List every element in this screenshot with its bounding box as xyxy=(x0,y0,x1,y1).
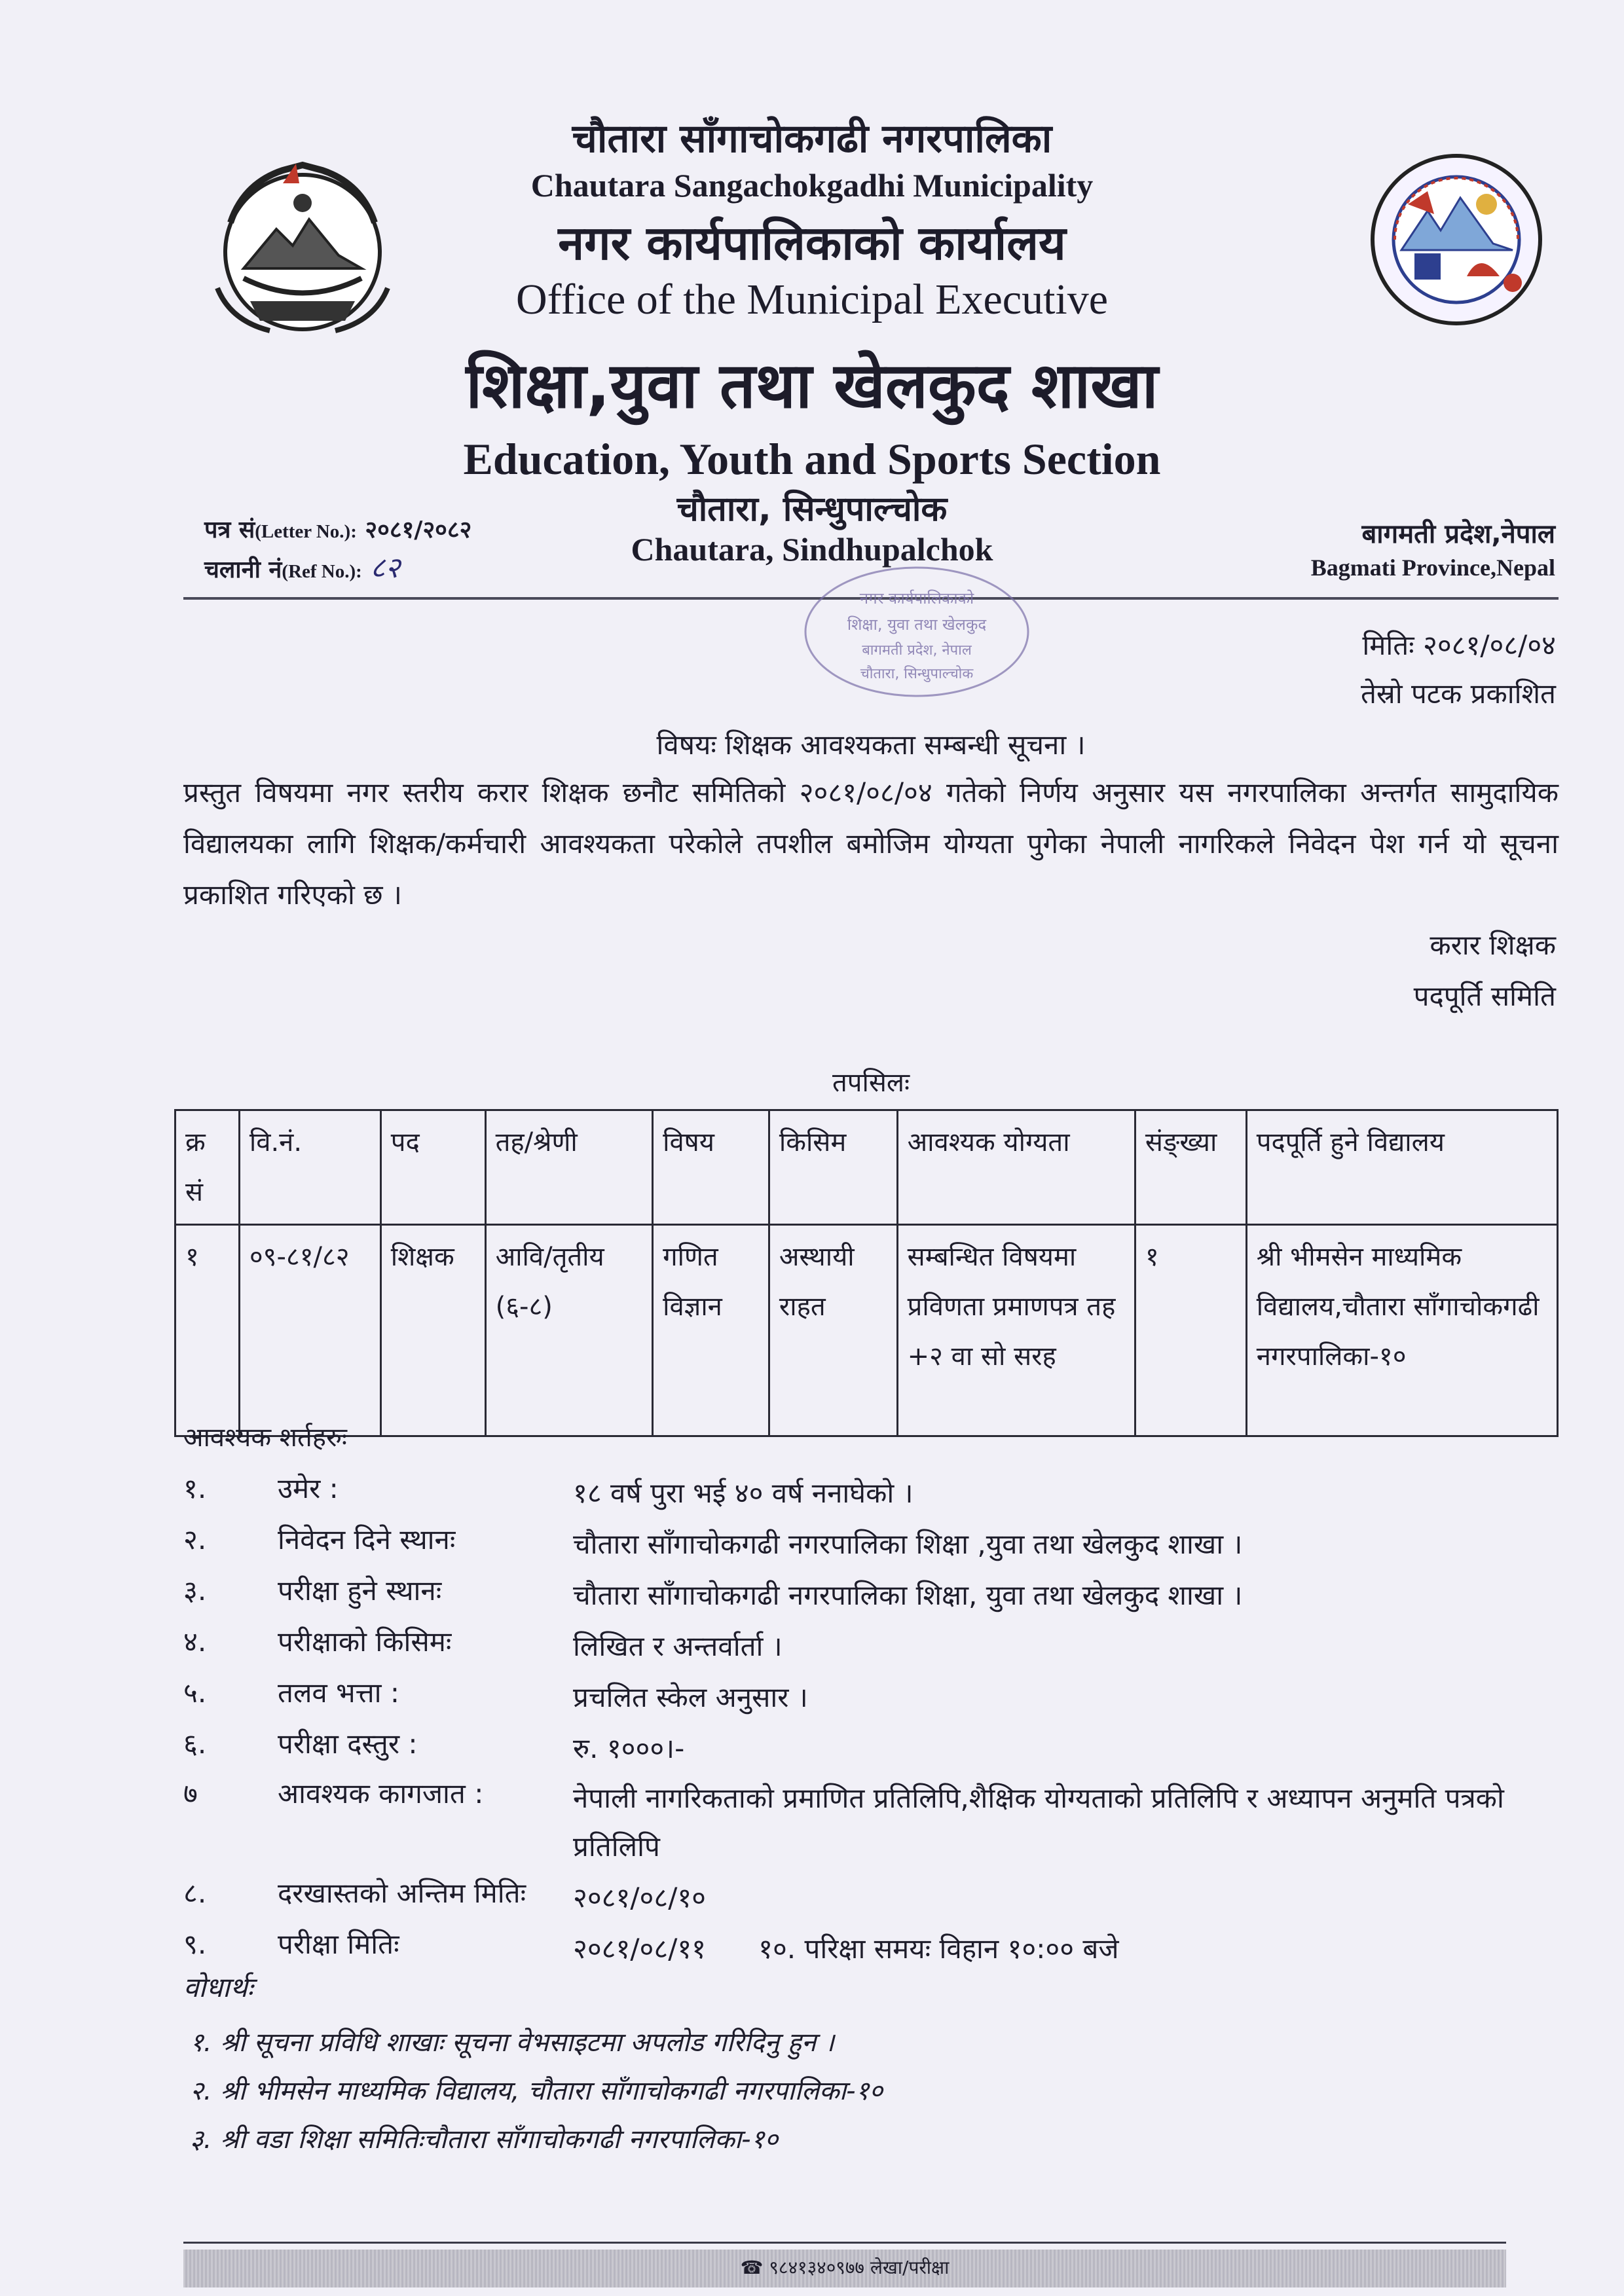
reference-block xyxy=(204,512,471,590)
stamp-line-3: बागमती प्रदेश, नेपाल xyxy=(862,642,972,659)
condition-number: ४. xyxy=(183,1626,207,1658)
condition-label: दरखास्तको अन्तिम मितिः xyxy=(278,1877,526,1909)
cell-school: श्री भीमसेन माध्यमिक विद्यालय,चौतारा साँगाचोकगढी नगरपालिका-१० xyxy=(1246,1225,1557,1436)
municipality-name-nepali: चौतारा साँगाचोकगढी नगरपालिका xyxy=(572,116,1052,162)
cell-level: आवि/तृतीय (६-८) xyxy=(485,1225,652,1436)
footer-contact: ☎ ९८४१३४०९७७ लेखा/परीक्षा xyxy=(740,2257,950,2278)
condition-item xyxy=(183,1673,1559,1724)
condition-value: २०८१/०८/१० xyxy=(573,1882,707,1914)
cell-count: १ xyxy=(1135,1225,1246,1436)
province-nepali: बागमती प्रदेश,नेपाल xyxy=(1361,519,1555,549)
condition-value: नेपाली नागरिकताको प्रमाणित प्रतिलिपि,शैक्षिक योग्यताको प्रतिलिपि र अध्यापन अनुमति पत्रको प्रतिलिपि xyxy=(573,1782,1504,1863)
cc-item: ३. श्री वडा शिक्षा समितिःचौतारा साँगाचोकगढी नगरपालिका-१० xyxy=(190,2124,779,2155)
conditions-title: आवश्यक शर्तहरुः xyxy=(183,1423,347,1453)
col-header-ad-number: वि.नं. xyxy=(239,1110,380,1225)
condition-number: ५. xyxy=(183,1677,207,1709)
condition-number: ६. xyxy=(183,1728,207,1760)
notice-date: मितिः २०८१/०८/०४ xyxy=(1362,629,1556,661)
cell-post: शिक्षक xyxy=(380,1225,485,1436)
municipality-logo-icon xyxy=(1369,152,1544,327)
condition-number: ३. xyxy=(183,1575,207,1607)
condition-number: २. xyxy=(183,1523,207,1556)
letter-number-label-en: (Letter No.): xyxy=(255,521,357,542)
table-header-row xyxy=(175,1110,1558,1225)
cell-serial: १ xyxy=(175,1225,240,1436)
condition-item xyxy=(183,1774,1559,1872)
ref-number-label-nep: चलानी नं xyxy=(204,556,282,583)
place-english: Chautara, Sindhupalchok xyxy=(631,531,993,568)
municipality-name-english: Chautara Sangachokgadhi Municipality xyxy=(530,167,1094,204)
stamp-line-4: चौतारा, सिन्धुपाल्चोक xyxy=(860,666,974,682)
col-header-school: पदपूर्ति हुने विद्यालय xyxy=(1246,1110,1557,1225)
office-name-nepali: नगर कार्यपालिकाको कार्यालय xyxy=(558,215,1066,270)
cell-qualification: सम्बन्धित विषयमा प्रविणता प्रमाणपत्र तह +२ वा सो सरह xyxy=(897,1225,1135,1436)
province-english: Bagmati Province,Nepal xyxy=(1310,555,1555,581)
cc-title: वोधार्थः xyxy=(183,1971,253,2003)
office-stamp xyxy=(799,563,1035,701)
col-header-qualification: आवश्यक योग्यता xyxy=(897,1110,1135,1225)
letter-number-line xyxy=(204,512,471,550)
condition-item xyxy=(183,1571,1559,1622)
condition-label: परीक्षा हुने स्थानः xyxy=(278,1575,442,1607)
ref-number-value: ८२ xyxy=(370,551,401,585)
signatory-line-1: करार शिक्षक xyxy=(1430,929,1556,961)
condition-value: प्रचलित स्केल अनुसार । xyxy=(573,1681,808,1713)
condition-item xyxy=(183,1622,1559,1673)
col-header-serial: क्र सं xyxy=(175,1110,240,1225)
condition-value: २०८१/०८/११ १०. परिक्षा समयः विहान १०:०० बजे xyxy=(573,1933,1119,1965)
col-header-type: किसिम xyxy=(769,1110,897,1225)
section-name-english: Education, Youth and Sports Section xyxy=(463,434,1161,484)
cell-ad-number: ०९-८१/८२ xyxy=(239,1225,380,1436)
cc-item: २. श्री भीमसेन माध्यमिक विद्यालय, चौतारा साँगाचोकगढी नगरपालिका-१० xyxy=(190,2076,883,2106)
col-header-subject: विषय xyxy=(653,1110,769,1225)
condition-number: १. xyxy=(183,1472,207,1504)
cell-subject: गणित विज्ञान xyxy=(653,1225,769,1436)
section-name-nepali: शिक्षा,युवा तथा खेलकुद शाखा xyxy=(466,349,1158,422)
notice-subject: विषयः शिक्षक आवश्यकता सम्बन्धी सूचना । xyxy=(656,729,1086,761)
table-row xyxy=(175,1225,1558,1436)
condition-label: निवेदन दिने स्थानः xyxy=(278,1523,456,1556)
signatory-line-2: पदपूर्ति समिति xyxy=(1413,980,1556,1012)
condition-label: परीक्षा दस्तुर : xyxy=(278,1728,418,1760)
condition-label: परीक्षा मितिः xyxy=(278,1928,399,1960)
cell-type: अस्थायी राहत xyxy=(769,1225,897,1436)
condition-value: रु. १०००।- xyxy=(573,1732,685,1764)
letter-number-value: २०८१/२०८२ xyxy=(365,517,472,543)
stamp-line-2: शिक्षा, युवा तथा खेलकुद xyxy=(847,615,987,634)
col-header-post: पद xyxy=(380,1110,485,1225)
condition-item xyxy=(183,1520,1559,1571)
condition-item xyxy=(183,1469,1559,1520)
footer-divider xyxy=(183,2242,1506,2244)
condition-number: ७ xyxy=(183,1777,198,1810)
nepal-emblem-icon xyxy=(204,157,401,347)
condition-label: परीक्षाको किसिमः xyxy=(278,1626,452,1658)
condition-value: चौतारा साँगाचोकगढी नगरपालिका शिक्षा, युवा तथा खेलकुद शाखा । xyxy=(573,1579,1243,1611)
stamp-line-1: नगर कार्यपालिकाको xyxy=(859,589,974,608)
condition-label: तलव भत्ता : xyxy=(278,1677,400,1709)
condition-value: लिखित र अन्तर्वार्ता । xyxy=(573,1630,783,1662)
place-nepali: चौतारा, सिन्धुपाल्चोक xyxy=(676,490,948,529)
cc-item: १. श्री सूचना प्रविधि शाखाः सूचना वेभसाइटमा अपलोड गरिदिनु हुन । xyxy=(190,2028,835,2058)
publication-status: तेस्रो पटक प्रकाशित xyxy=(1360,678,1556,710)
ref-number-line xyxy=(204,550,471,590)
office-name-english: Office of the Municipal Executive xyxy=(515,276,1109,323)
notice-body: प्रस्तुत विषयमा नगर स्तरीय करार शिक्षक छनौट समितिको २०८१/०८/०४ गतेको निर्णय अनुसार यस नगरपालिका अन्तर्गत सामुदायिक विद्यालयका लागि शिक्षक/कर्मचारी आवश्यकता परेकोले तपशील बमोजिम योग्यता पुगेका नेपाली नागरिकले निवेदन पेश गर्न यो सूचना प्रकाशित गरिएको छ । xyxy=(183,776,1559,911)
condition-item xyxy=(183,1724,1559,1776)
condition-number: ९. xyxy=(183,1928,207,1960)
col-header-count: संङ्ख्या xyxy=(1135,1110,1246,1225)
condition-label: उमेर : xyxy=(278,1472,339,1504)
condition-label: आवश्यक कागजात : xyxy=(278,1777,484,1810)
condition-value: १८ वर्ष पुरा भई ४० वर्ष ननाघेको । xyxy=(573,1477,913,1509)
condition-item xyxy=(183,1925,1559,1976)
ref-number-label-en: (Ref No.): xyxy=(282,561,362,582)
schedule-label: तपसिलः xyxy=(832,1068,910,1098)
letter-number-label-nep: पत्र सं xyxy=(204,517,255,543)
condition-number: ८. xyxy=(183,1877,207,1909)
condition-value: चौतारा साँगाचोकगढी नगरपालिका शिक्षा ,युवा तथा खेलकुद शाखा । xyxy=(573,1528,1243,1560)
condition-item xyxy=(183,1874,1559,1925)
col-header-level: तह/श्रेणी xyxy=(485,1110,652,1225)
vacancy-table xyxy=(174,1109,1559,1437)
